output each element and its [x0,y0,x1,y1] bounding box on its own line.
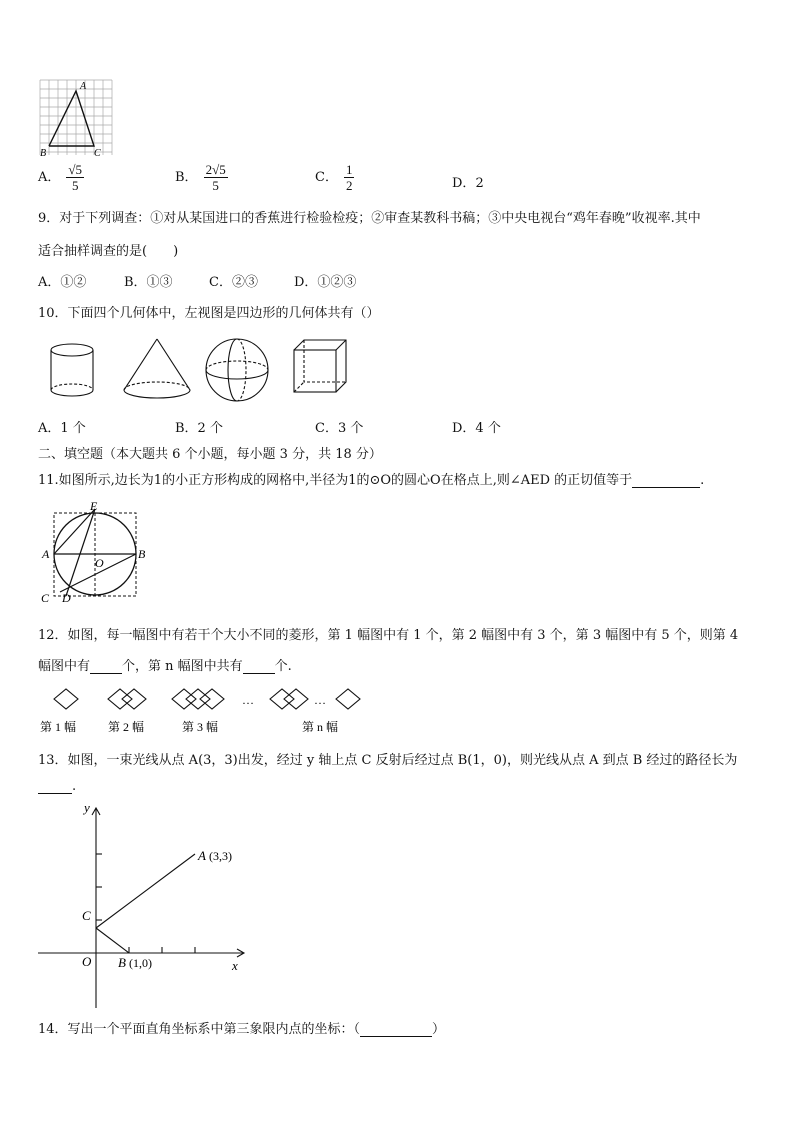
caption-2: 第 2 幅 [108,720,145,734]
label-a: A [198,848,206,863]
cylinder-icon [51,344,93,396]
label-c: C [94,148,101,159]
q10-option-d[interactable]: D．4 个 [452,421,501,436]
q11-stem: 11.如图所示,边长为1的小正方形构成的网格中,半径为1的⊙O的圆心O在格点上,则∠AED 的正切值等于 . [38,473,705,488]
sphere-icon [206,339,268,401]
q13-answer-blank [38,779,72,794]
q12-stem-line2: 幅图中有 个，第 n 幅图中共有 个. [38,659,292,674]
q10-option-c[interactable]: C．3 个 [315,421,364,436]
section-heading: 二、填空题（本大题共 6 个小题，每小题 3 分，共 18 分） [38,447,382,462]
option-c[interactable]: C． $\frac{1}{2}$ [315,162,353,193]
q11-answer-blank [632,473,700,488]
q14-stem: 14．写出一个平面直角坐标系中第三象限内点的坐标：（ ） [38,1022,446,1037]
option-a[interactable]: A． $\frac{√5}{5}$ [38,162,83,193]
label-c: C [82,908,91,923]
label-y: y [84,800,90,815]
q9-option-d[interactable]: D．①②③ [294,275,357,290]
q12-stem-line1: 12．如图，每一幅图中有若干个大小不同的菱形，第 1 幅图中有 1 个，第 2 幅图中有 3 个，第 3 幅图中有 5 个，则第 4 [38,628,739,643]
triangle-grid-figure [38,78,120,160]
q9-option-b[interactable]: B．①③ [124,275,173,290]
rhombus-fig1 [54,689,78,709]
ellipsis-1: … [242,693,254,707]
caption-n: 第 n 幅 [302,720,339,734]
q13-stem-line2: . [38,779,76,794]
label-c: C [41,591,50,605]
q9-stem-line1: 9．对于下列调查：①对从某国进口的香蕉进行检验检疫；②审查某教科书稿；③中央电视台“鸡年春晚”收视率.其中 [38,211,701,226]
q10-option-a[interactable]: A．1 个 [38,421,86,436]
solids-figure [40,335,370,405]
label-a: A [42,547,50,561]
circle-grid-figure [38,500,156,605]
cone-icon [124,339,190,398]
ray-c-to-b [96,928,129,953]
label-o: O [95,556,104,570]
ellipsis-2: … [314,693,326,707]
option-b[interactable]: B． $\frac{2√5}{5}$ [175,162,226,193]
label-b-coord: (1,0) [129,956,152,970]
caption-3: 第 3 幅 [182,720,219,734]
label-a-coord: (3,3) [209,849,232,863]
q12-blank-2 [243,659,275,674]
label-x: x [232,958,238,973]
label-b: B [40,148,47,159]
q10-stem: 10．下面四个几何体中，左视图是四边形的几何体共有（） [38,306,380,321]
q9-option-a[interactable]: A．①② [38,275,87,290]
q13-stem-line1: 13．如图，一束光线从点 A(3，3)出发，经过 y 轴上点 C 反射后经过点 B(1，0)，则光线从点 A 到点 B 经过的路径长为 [38,753,738,768]
q9-option-c[interactable]: C．②③ [209,275,258,290]
ray-a-to-c [96,854,195,928]
q9-stem-line2: 适合抽样调查的是( ) [38,244,179,259]
label-d: D [62,591,71,605]
rhombus-sequence-figure [38,686,368,736]
caption-1: 第 1 幅 [40,720,77,734]
cube-icon [294,340,346,392]
label-b: B [138,547,146,561]
option-d[interactable]: D．2 [452,176,484,191]
label-o: O [82,954,92,969]
q14-answer-blank [360,1022,432,1037]
label-e: E [90,500,98,513]
q12-blank-1 [90,659,122,674]
q10-option-b[interactable]: B．2 个 [175,421,223,436]
label-a: A [80,81,87,92]
coordinate-figure [38,800,258,1015]
label-b: B [118,955,126,970]
